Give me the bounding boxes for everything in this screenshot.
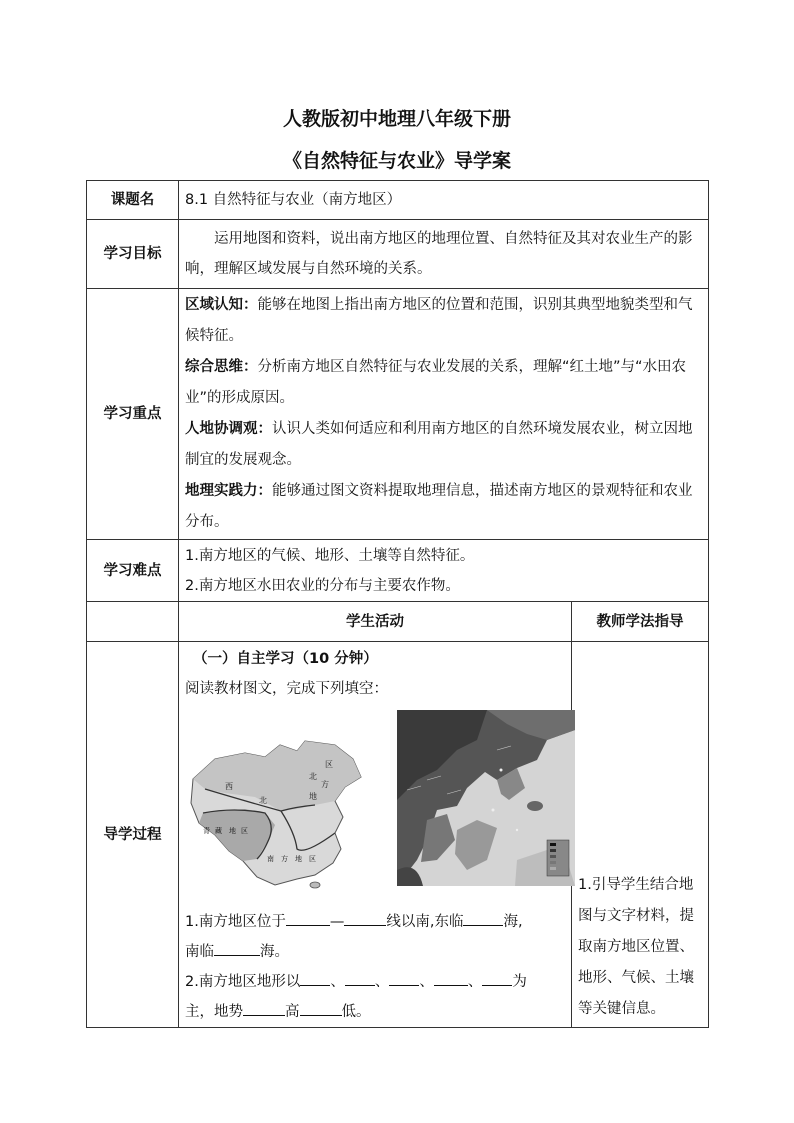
blank-input[interactable] <box>214 941 260 957</box>
row-focus <box>87 289 709 540</box>
q1-text: 线以南,东临 <box>386 914 464 930</box>
map-label-south-a: 南 <box>267 855 274 863</box>
map-label-north-c: 地 <box>309 792 317 801</box>
question-2 <box>185 967 565 997</box>
question-1-cont <box>185 937 565 967</box>
map-label-north-d: 区 <box>325 760 333 769</box>
map-label-qinghai-b: 藏 <box>215 827 222 835</box>
goal-value: 运用地图和资料，说出南方地区的地理位置、自然特征及其对农业生产的影响，理解区域发展与自然环境的关系。 <box>179 220 709 289</box>
map-label-south-c: 地 <box>295 855 302 863</box>
process-content <box>179 642 572 1028</box>
q1-text: 海。 <box>260 944 289 960</box>
q2-text: 、 <box>467 974 483 990</box>
focus-list <box>179 289 709 540</box>
teacher-guide: 1.引导学生结合地图与文字材料，提取南方地区位置、地形、气候、土壤等关键信息。 <box>572 642 709 1028</box>
focus-head: 地理实践力： <box>185 483 272 499</box>
blank-input[interactable] <box>344 911 386 927</box>
difficulty-item: 2.南方地区水田农业的分布与主要农作物。 <box>185 577 460 594</box>
map-label-bei: 北 <box>259 796 267 805</box>
q2-text: 低。 <box>341 1004 371 1020</box>
blank-input[interactable] <box>300 971 330 987</box>
map-label-north-a: 北 <box>309 772 317 781</box>
focus-label: 学习重点 <box>87 289 179 540</box>
blank-input[interactable] <box>482 971 512 987</box>
map-label-south-d: 区 <box>309 855 316 863</box>
q2-text: 、 <box>374 974 390 990</box>
focus-item <box>185 414 702 476</box>
blank-input[interactable] <box>434 971 468 987</box>
doc-title: 人教版初中地理八年级下册 <box>282 108 511 130</box>
q2-text: 2.南方地区地形以 <box>185 974 301 990</box>
student-activity-header: 学生活动 <box>179 602 572 642</box>
instruction: 阅读教材图文，完成下列填空： <box>185 681 388 697</box>
focus-item <box>185 290 702 352</box>
map-label-qinghai-d: 区 <box>241 827 248 835</box>
empty-cell <box>87 602 179 642</box>
focus-item <box>185 476 702 538</box>
question-1 <box>185 907 565 937</box>
plan-table <box>86 180 709 1028</box>
south-china-terrain-map <box>397 710 575 886</box>
blank-input[interactable] <box>300 1001 342 1017</box>
q2-text: 高 <box>285 1004 300 1020</box>
focus-text: 能够通过图文资料提取地理信息，描述南方地区的景观特征和农业分布。 <box>185 483 693 530</box>
map-area <box>185 704 565 909</box>
section-title: （一）自主学习（10 分钟） <box>193 651 378 667</box>
q1-text: 海, <box>503 914 523 930</box>
q2-text: 、 <box>419 974 434 990</box>
focus-text: 认识人类如何适应和利用南方地区的自然环境发展农业，树立因地制宜的发展观念。 <box>185 421 693 468</box>
blank-input[interactable] <box>389 971 419 987</box>
row-columns <box>87 602 709 642</box>
doc-subtitle: 《自然特征与农业》导学案 <box>282 150 511 172</box>
row-difficulty <box>87 540 709 602</box>
process-label: 导学过程 <box>87 642 179 1028</box>
goal-label: 学习目标 <box>87 220 179 289</box>
map-label-north-b: 方 <box>321 780 329 789</box>
q1-text: 南临 <box>185 944 214 960</box>
question-2-cont <box>185 997 565 1027</box>
focus-head: 综合思维： <box>185 359 258 375</box>
q2-text: 主，地势 <box>185 1004 243 1020</box>
difficulty-item: 1.南方地区的气候、地形、土壤等自然特征。 <box>185 547 475 564</box>
q2-text: 为 <box>512 974 527 990</box>
china-regions-map <box>185 739 370 889</box>
q2-text: 、 <box>330 974 345 990</box>
blank-input[interactable] <box>286 911 330 927</box>
row-process <box>87 642 709 1028</box>
difficulty-label: 学习难点 <box>87 540 179 602</box>
row-topic <box>87 181 709 220</box>
topic-label: 课题名 <box>87 181 179 220</box>
topic-value: 8.1 自然特征与农业（南方地区） <box>179 181 709 220</box>
q1-text: — <box>329 914 345 930</box>
difficulty-list <box>179 540 709 602</box>
blank-input[interactable] <box>243 1001 285 1017</box>
focus-text: 分析南方地区自然特征与农业发展的关系，理解“红土地”与“水田农业”的形成原因。 <box>185 359 687 406</box>
q1-text: 1.南方地区位于 <box>185 914 286 930</box>
map-label-south-b: 方 <box>281 855 288 863</box>
focus-head: 区域认知： <box>185 297 258 313</box>
map-label-northwest: 西 <box>225 782 233 791</box>
focus-head: 人地协调观： <box>185 421 272 437</box>
focus-text: 能够在地图上指出南方地区的位置和范围，识别其典型地貌类型和气候特征。 <box>185 297 693 344</box>
row-goal <box>87 220 709 289</box>
map-label-qinghai-c: 地 <box>229 827 236 835</box>
map-label-qinghai-a: 青 <box>203 827 210 835</box>
blank-input[interactable] <box>463 911 503 927</box>
teacher-guide-header: 教师学法指导 <box>572 602 709 642</box>
blank-input[interactable] <box>345 971 375 987</box>
focus-item <box>185 352 702 414</box>
